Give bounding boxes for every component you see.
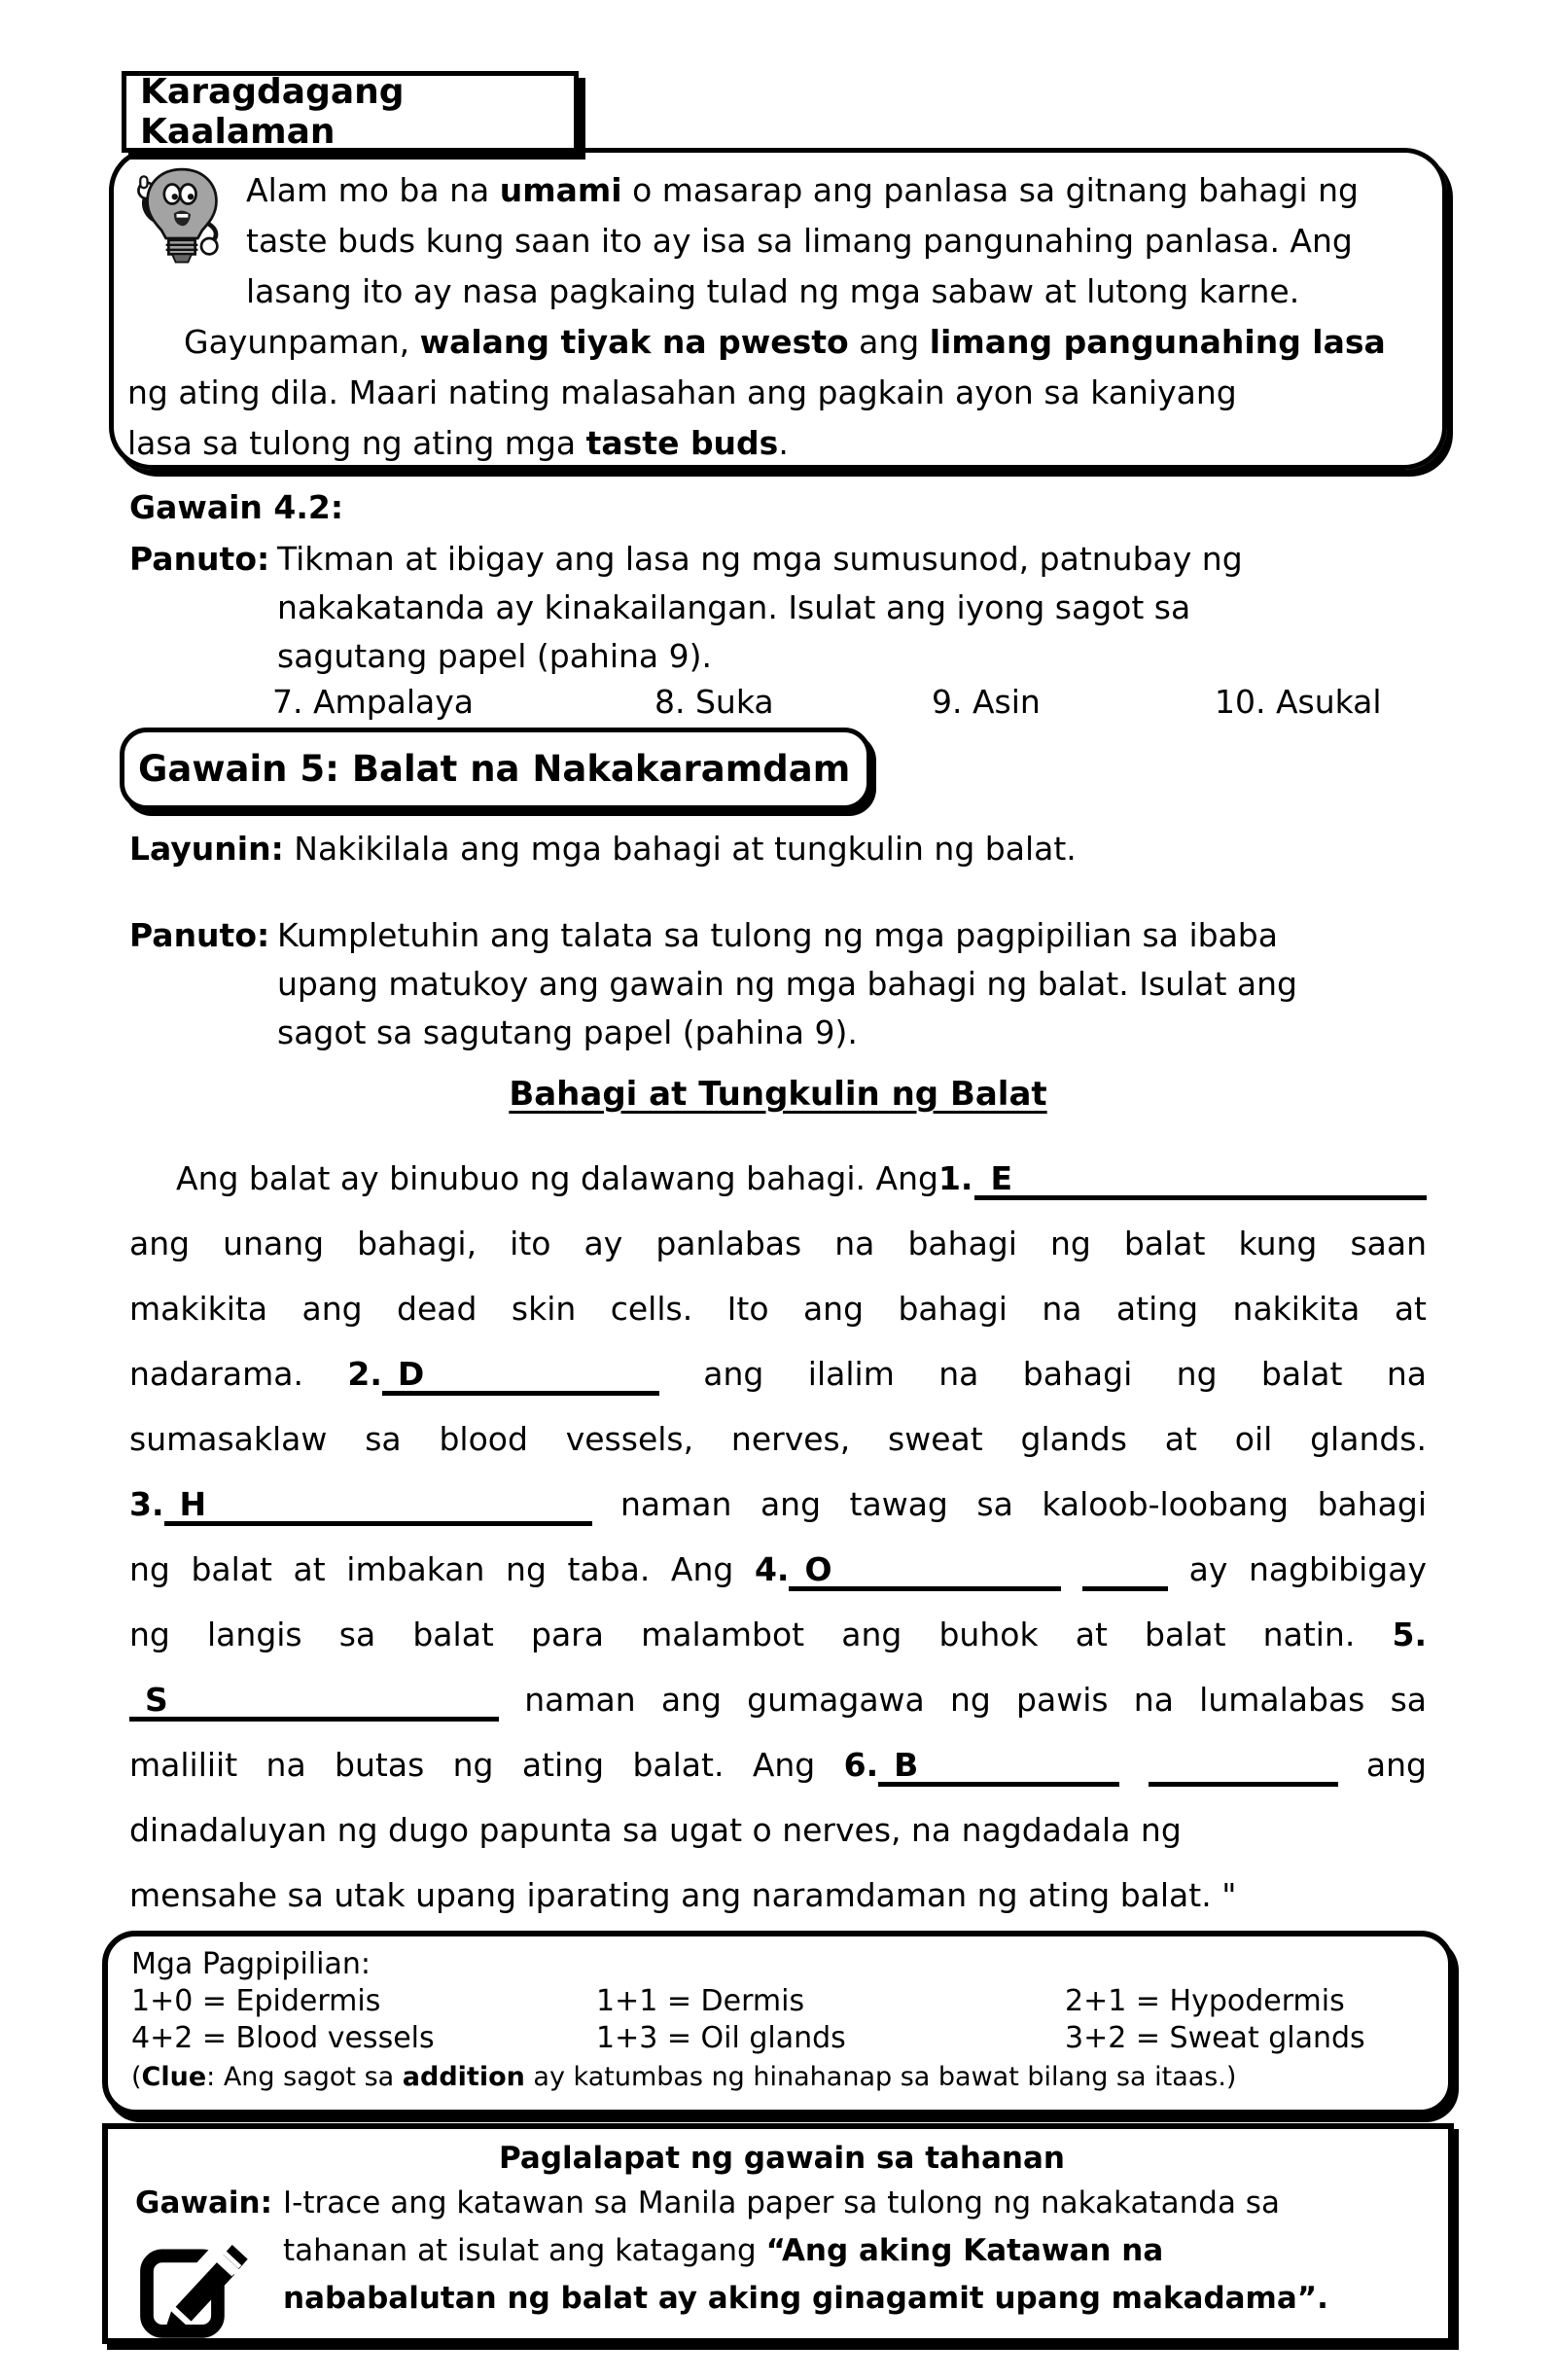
text-line: [129, 1797, 1427, 1863]
taste-items-row: [129, 681, 1427, 724]
text-segment: ang: [848, 323, 930, 361]
panuto-line: upang matukoy ang gawain ng mga bahagi ng balat. Isulat ang: [277, 965, 1297, 1003]
text-segment: (: [131, 2062, 142, 2092]
text-line: [129, 1341, 1427, 1406]
text-segment: taste buds: [585, 424, 779, 462]
text-segment: maliliit na butas ng ating balat. Ang: [129, 1746, 844, 1784]
text-segment: ng langis sa balat para malambot ang buhok at balat natin.: [129, 1616, 1393, 1653]
text-segment: 3.: [129, 1485, 164, 1523]
panuto-text: [277, 535, 1427, 681]
gawain5-title-box: [120, 728, 871, 810]
panuto-text: [277, 911, 1427, 1057]
did-you-know-text: [127, 165, 1427, 469]
text-segment: Gayunpaman,: [184, 323, 420, 361]
choices-box: [102, 1931, 1454, 2115]
text-segment: taste buds kung saan ito ay isa sa limang pangunahing panlasa. Ang: [246, 222, 1353, 260]
blank-hint-letter: S: [145, 1681, 168, 1719]
lightbulb-character-icon: [133, 167, 230, 270]
text-segment: dinadaluyan ng dugo papunta sa ugat o nerves, na nagdadala ng: [129, 1811, 1182, 1849]
text-segment: nadarama.: [129, 1355, 348, 1393]
text-line: [127, 418, 1427, 469]
text-line: [129, 1602, 1427, 1667]
layunin-label: Layunin:: [129, 830, 284, 868]
homework-box: [102, 2123, 1454, 2344]
answer-blank[interactable]: [974, 1157, 1427, 1200]
text-line: [127, 317, 1427, 368]
text-line: [127, 165, 1427, 216]
text-line: [127, 216, 1427, 266]
choice-option: 1+1 = Dermis: [596, 1984, 805, 2018]
text-line: [129, 1276, 1427, 1341]
text-line: [283, 2227, 1429, 2275]
text-segment: I-trace ang katawan sa Manila paper sa tulong ng nakakatanda sa: [283, 2185, 1280, 2220]
text-segment: [1119, 1746, 1148, 1784]
choice-option: 2+1 = Hypodermis: [1065, 1984, 1345, 2018]
choice-option: 4+2 = Blood vessels: [131, 2021, 435, 2055]
text-segment: “Ang aking Katawan na: [765, 2233, 1164, 2268]
homework-task-block: [135, 2180, 1429, 2323]
choices-row: [131, 1983, 1427, 2020]
panuto-line: sagot sa sagutang papel (pahina 9).: [277, 1013, 858, 1051]
answer-blank[interactable]: [129, 1679, 499, 1722]
blank-hint-letter: O: [804, 1550, 832, 1588]
text-segment: walang tiyak na pwesto: [419, 323, 849, 361]
text-segment: 2.: [347, 1355, 382, 1393]
choices-title: Mga Pagpipilian:: [131, 1947, 371, 1981]
clue-line: [131, 2057, 1427, 2098]
text-line: [129, 1406, 1427, 1472]
gawain42-panuto-block: [129, 535, 1427, 681]
text-line: [127, 266, 1427, 317]
choice-option: 3+2 = Sweat glands: [1065, 2021, 1365, 2055]
text-line: [129, 1537, 1427, 1602]
text-segment: .: [778, 424, 789, 462]
text-segment: ang unang bahagi, ito ay panlabas na bahagi ng balat kung saan: [129, 1225, 1427, 1262]
text-segment: o masarap ang panlasa sa gitnang bahagi ng: [621, 171, 1359, 209]
gawain5-title: Gawain 5: Balat na Nakakaramdam: [138, 748, 851, 790]
text-segment: mensahe sa utak upang iparating ang naramdaman ng ating balat. ": [129, 1876, 1237, 1914]
text-segment: 5.: [1392, 1616, 1427, 1653]
panuto-line: sagutang papel (pahina 9).: [277, 637, 712, 675]
text-line: [129, 1863, 1427, 1928]
text-segment: ang ilalim na bahagi ng balat na: [658, 1355, 1427, 1393]
text-segment: umami: [499, 171, 622, 209]
panuto-line: Tikman at ibigay ang lasa ng mga sumusunod, patnubay ng: [277, 540, 1243, 578]
text-line: [127, 368, 1427, 418]
answer-blank[interactable]: [382, 1353, 659, 1396]
list-item: 10. Asukal: [1215, 683, 1382, 721]
text-segment: ay nagbibigay: [1168, 1550, 1427, 1588]
fill-in-paragraph: [129, 1146, 1427, 1928]
gawain-label: Gawain:: [135, 2185, 273, 2220]
text-line: [129, 1667, 1427, 1732]
text-segment: naman ang gumagawa ng pawis na lumalabas sa: [499, 1681, 1427, 1719]
layunin-text: Nakikilala ang mga bahagi at tungkulin ng balat.: [283, 830, 1077, 868]
passage-heading: Bahagi at Tungkulin ng Balat: [509, 1075, 1047, 1114]
text-segment: Ang balat ay binubuo ng dalawang bahagi. Ang: [176, 1159, 938, 1197]
panuto-line: Kumpletuhin ang talata sa tulong ng mga pagpipilian sa ibaba: [277, 916, 1278, 954]
text-segment: [1061, 1550, 1082, 1588]
text-line: [129, 1211, 1427, 1276]
answer-blank[interactable]: [1082, 1548, 1168, 1591]
text-segment: limang pangunahing lasa: [929, 323, 1386, 361]
layunin-line: [129, 825, 1427, 873]
text-line: [283, 2275, 1429, 2323]
text-segment: tahanan at isulat ang katagang: [283, 2233, 766, 2268]
text-segment: lasa sa tulong ng ating mga: [127, 424, 586, 462]
text-line: [129, 1146, 1427, 1211]
answer-blank[interactable]: [1149, 1744, 1338, 1787]
gawain42-heading: Gawain 4.2:: [129, 488, 344, 526]
text-line: [283, 2180, 1429, 2227]
text-line: [131, 2057, 1427, 2098]
text-segment: 1.: [937, 1159, 973, 1197]
text-segment: ay katumbas ng hinahanap sa bawat bilang sa itaas.): [524, 2062, 1237, 2092]
blank-hint-letter: H: [179, 1485, 207, 1523]
text-line: [129, 1472, 1427, 1537]
blank-hint-letter: B: [894, 1746, 919, 1784]
answer-blank[interactable]: [164, 1483, 592, 1526]
text-segment: : Ang sagot sa: [206, 2062, 403, 2092]
text-segment: nababalutan ng balat ay aking ginagamit upang makadama”.: [283, 2281, 1328, 2316]
section-title-box: [122, 71, 579, 153]
blank-hint-letter: E: [990, 1159, 1013, 1197]
choice-option: 1+3 = Oil glands: [596, 2021, 846, 2055]
blank-hint-letter: [1149, 1746, 1176, 1784]
text-segment: ang: [1337, 1746, 1427, 1784]
text-segment: lasang ito ay nasa pagkaing tulad ng mga sabaw at lutong karne.: [246, 272, 1300, 310]
gawain5-panuto-block: [129, 911, 1427, 1057]
list-item: 8. Suka: [654, 683, 774, 721]
text-segment: ng balat at imbakan ng taba. Ang: [129, 1550, 755, 1588]
did-you-know-box: [109, 148, 1447, 470]
text-segment: makikita ang dead skin cells. Ito ang bahagi na ating nakikita at: [129, 1290, 1427, 1328]
answer-blank[interactable]: [789, 1548, 1061, 1591]
pencil-memo-icon: [139, 2226, 250, 2343]
blank-hint-letter: [1082, 1550, 1110, 1588]
panuto-label: Panuto:: [129, 916, 270, 954]
text-segment: naman ang tawag sa kaloob-loobang bahagi: [591, 1485, 1427, 1523]
list-item: 9. Asin: [932, 683, 1041, 721]
text-segment: ng ating dila. Maari nating malasahan ang pagkain ayon sa kaniyang: [127, 373, 1237, 411]
panuto-label: Panuto:: [129, 540, 270, 578]
homework-task-text: [283, 2180, 1429, 2323]
text-segment: sumasaklaw sa blood vessels, nerves, sweat glands at oil glands.: [129, 1420, 1427, 1458]
text-segment: addition: [402, 2062, 525, 2092]
blank-hint-letter: D: [397, 1355, 425, 1393]
answer-blank[interactable]: [878, 1744, 1119, 1787]
text-segment: 6.: [843, 1746, 879, 1784]
homework-title: Paglalapat ng gawain sa tahanan: [499, 2141, 1065, 2176]
text-segment: Alam mo ba na: [246, 171, 500, 209]
text-segment: Clue: [141, 2062, 207, 2092]
text-line: [129, 1732, 1427, 1797]
panuto-line: nakakatanda ay kinakailangan. Isulat ang iyong sagot sa: [277, 588, 1191, 626]
list-item: 7. Ampalaya: [272, 683, 475, 721]
choice-option: 1+0 = Epidermis: [131, 1984, 381, 2018]
text-segment: 4.: [754, 1550, 790, 1588]
section-title: Karagdagang Kaalaman: [140, 72, 405, 152]
choices-row: [131, 2020, 1427, 2057]
